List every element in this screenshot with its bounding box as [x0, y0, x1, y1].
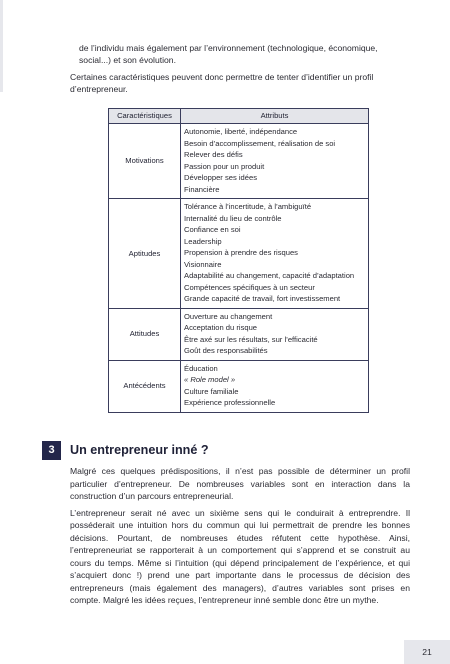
category-cell: Attitudes — [109, 308, 181, 360]
table-header-attributes: Attributs — [181, 109, 369, 124]
category-cell: Aptitudes — [109, 199, 181, 309]
body-paragraph: L’entrepreneur serait né avec un sixième sens qui le conduirait à entreprendre. Il posséderait une intuition hors du commun qui lui permettrait de prendre les bonnes décisions. Pourtant, de nombreuses études réfutent cette hypothèse. Ainsi, l’entrepreneuriat se rapporterait à un comportement qui s’apprend et se construit au cours du temps. Même si l’intuition (qui dépend principalement de l’expérience, et qui s’acquiert donc !) prend une part importante dans le processus de décision des entrepreneurs (mais également des managers), d’autres variables sont prises en compte. Malgré les idées reçues, l’entrepreneur inné semble donc être un mythe. — [70, 507, 410, 605]
section-heading — [42, 440, 209, 460]
body-paragraph: Malgré ces quelques prédispositions, il n’est pas possible de déterminer un profil particulier d’entrepreneur. De nombreuses variables sont en interaction dans la construction d’un parcours entrepreneurial. — [70, 466, 410, 501]
attribute-item: Tolérance à l’incertitude, à l’ambiguïté — [184, 202, 312, 211]
attribute-item: Leadership — [184, 236, 222, 246]
attribute-item: « Role model » — [184, 375, 236, 384]
attribute-item: Ouverture au changement — [184, 311, 273, 321]
attribute-item: Acceptation du risque — [184, 323, 258, 332]
category-cell: Motivations — [109, 124, 181, 199]
attribute-item: Autonomie, liberté, indépendance — [184, 127, 298, 136]
attribute-item: Financière — [184, 184, 220, 194]
intro-continued-item: de l’individu mais également par l’environnement (technologique, économique, social...) et son évolution. — [79, 43, 378, 66]
attribute-item: Compétences spécifiques à un secteur — [184, 282, 315, 292]
table-header-row — [109, 109, 369, 124]
attributes-cell — [181, 308, 369, 360]
attribute-item: Relever des défis — [184, 150, 243, 159]
attribute-item: Culture familiale — [184, 386, 239, 396]
category-cell: Antécédents — [109, 360, 181, 412]
attribute-item: Grande capacité de travail, fort investissement — [184, 294, 341, 303]
attribute-item: Être axé sur les résultats, sur l’efficacité — [184, 334, 318, 344]
attribute-item: Développer ses idées — [184, 173, 258, 182]
attribute-item: Goût des responsabilités — [184, 346, 268, 355]
attribute-item: Internalité du lieu de contrôle — [184, 213, 282, 223]
attribute-item: Besoin d’accomplissement, réalisation de soi — [184, 138, 336, 148]
attribute-item: Propension à prendre des risques — [184, 248, 298, 257]
attribute-item: Adaptabilité au changement, capacité d’adaptation — [184, 271, 355, 280]
attribute-item: Confiance en soi — [184, 225, 241, 234]
characteristics-table — [108, 108, 369, 413]
body-text — [70, 465, 410, 607]
table-row — [109, 308, 369, 360]
table-header-characteristics: Caractéristiques — [109, 109, 181, 124]
page-edge-decoration — [0, 0, 3, 92]
section-number-badge: 3 — [42, 441, 61, 460]
page-number: 21 — [404, 640, 450, 664]
section-title: Un entrepreneur inné ? — [70, 443, 209, 457]
intro-block — [70, 42, 410, 96]
attribute-item: Passion pour un produit — [184, 161, 265, 171]
attributes-cell — [181, 360, 369, 412]
table-row — [109, 124, 369, 199]
intro-paragraph: Certaines caractéristiques peuvent donc permettre de tenter d’identifier un profil d’entrepreneur. — [70, 71, 374, 95]
attribute-item: Expérience professionnelle — [184, 398, 276, 407]
attributes-cell — [181, 124, 369, 199]
table-row — [109, 360, 369, 412]
attributes-cell — [181, 199, 369, 309]
table-row — [109, 199, 369, 309]
attribute-item: Éducation — [184, 363, 218, 373]
attribute-item: Visionnaire — [184, 259, 222, 269]
